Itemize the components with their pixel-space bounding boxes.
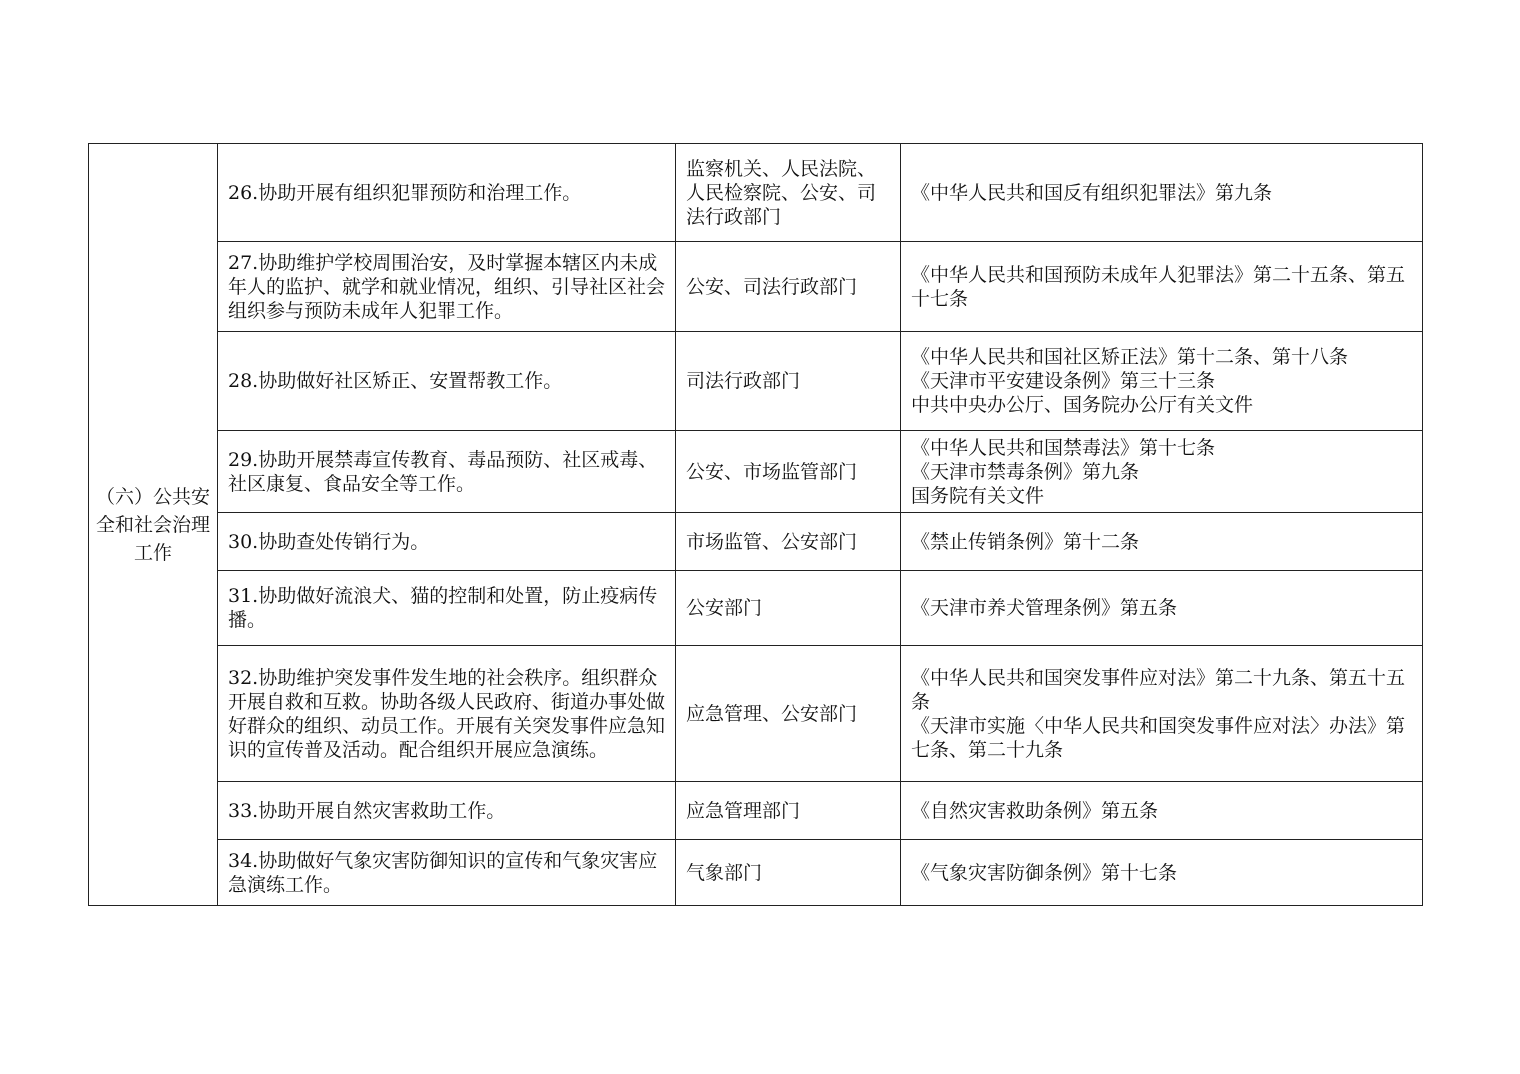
basis-cell: 《天津市养犬管理条例》第五条 (901, 571, 1423, 646)
table-row (89, 782, 1423, 840)
task-cell: 29.协助开展禁毒宣传教育、毒品预防、社区戒毒、社区康复、食品安全等工作。 (218, 431, 676, 513)
task-cell: 26.协助开展有组织犯罪预防和治理工作。 (218, 144, 676, 242)
category-cell: （六）公共安全和社会治理工作 (89, 144, 218, 906)
basis-line: 中共中央办公厅、国务院办公厅有关文件 (911, 394, 1254, 416)
basis-line: 《中华人民共和国禁毒法》第十七条 (911, 436, 1216, 459)
task-cell: 34.协助做好气象灾害防御知识的宣传和气象灾害应急演练工作。 (218, 840, 676, 906)
basis-line: 《天津市禁毒条例》第九条 (911, 460, 1140, 483)
task-cell: 27.协助维护学校周围治安，及时掌握本辖区内未成年人的监护、就学和就业情况，组织、引导社区社会组织参与预防未成年人犯罪工作。 (218, 242, 676, 332)
department-cell: 应急管理部门 (676, 782, 901, 840)
table-row (89, 144, 1423, 242)
department-cell: 公安、市场监管部门 (676, 431, 901, 513)
basis-cell (901, 144, 1423, 242)
table-row (89, 571, 1423, 646)
basis-cell (901, 431, 1423, 513)
basis-line: 《中华人民共和国突发事件应对法》第二十九条、第五十五条 (911, 666, 1406, 713)
task-cell: 32.协助维护突发事件发生地的社会秩序。组织群众开展自救和互救。协助各级人民政府、街道办事处做好群众的组织、动员工作。开展有关突发事件应急知识的宣传普及活动。配合组织开展应急演练。 (218, 646, 676, 782)
department-cell: 应急管理、公安部门 (676, 646, 901, 782)
basis-cell: 《禁止传销条例》第十二条 (901, 513, 1423, 571)
basis-cell (901, 646, 1423, 782)
table-row (89, 332, 1423, 431)
basis-line: 《天津市平安建设条例》第三十三条 (911, 370, 1216, 392)
department-cell: 气象部门 (676, 840, 901, 906)
basis-cell: 《气象灾害防御条例》第十七条 (901, 840, 1423, 906)
department-cell: 司法行政部门 (676, 332, 901, 431)
table-row (89, 646, 1423, 782)
table-row (89, 840, 1423, 906)
department-cell: 监察机关、人民法院、人民检察院、公安、司法行政部门 (676, 144, 901, 242)
duty-table (88, 143, 1423, 906)
table-row (89, 242, 1423, 332)
basis-line: 《天津市实施〈中华人民共和国突发事件应对法〉办法》第七条、第二十九条 (911, 714, 1406, 761)
basis-line: 《中华人民共和国反有组织犯罪法》第九条 (911, 181, 1273, 204)
table-row (89, 431, 1423, 513)
task-cell: 33.协助开展自然灾害救助工作。 (218, 782, 676, 840)
department-cell: 公安部门 (676, 571, 901, 646)
table-row (89, 513, 1423, 571)
basis-cell (901, 332, 1423, 431)
basis-cell: 《中华人民共和国预防未成年人犯罪法》第二十五条、第五十七条 (901, 242, 1423, 332)
task-cell: 28.协助做好社区矫正、安置帮教工作。 (218, 332, 676, 431)
task-cell: 31.协助做好流浪犬、猫的控制和处置，防止疫病传播。 (218, 571, 676, 646)
basis-line: 国务院有关文件 (911, 484, 1045, 507)
department-cell: 公安、司法行政部门 (676, 242, 901, 332)
basis-cell: 《自然灾害救助条例》第五条 (901, 782, 1423, 840)
basis-line: 《中华人民共和国社区矫正法》第十二条、第十八条 (911, 346, 1349, 368)
department-cell: 市场监管、公安部门 (676, 513, 901, 571)
task-cell: 30.协助查处传销行为。 (218, 513, 676, 571)
